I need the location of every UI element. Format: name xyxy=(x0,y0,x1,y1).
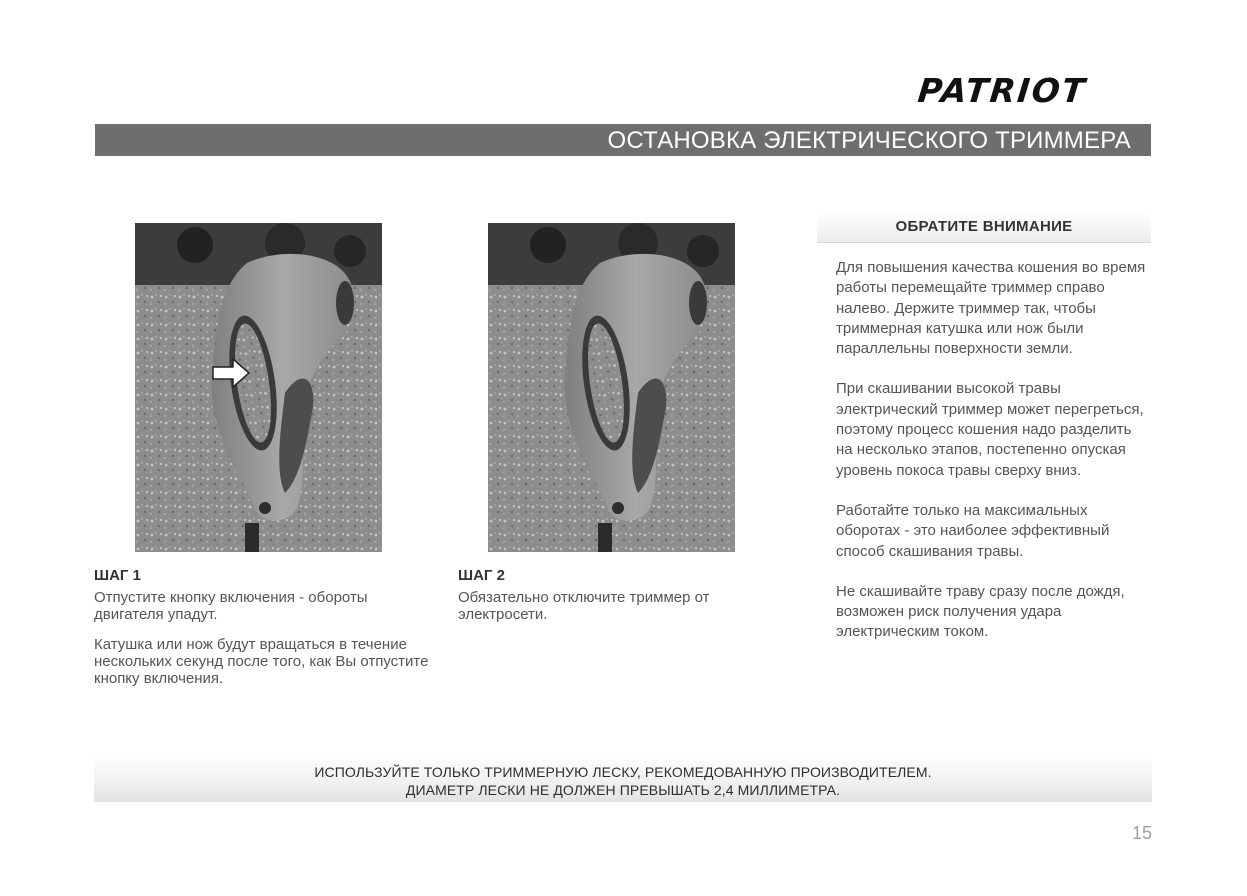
footer-line-1: ИСПОЛЬЗУЙТЕ ТОЛЬКО ТРИММЕРНУЮ ЛЕСКУ, РЕКОМЕДОВАННУЮ ПРОИЗВОДИТЕЛЕМ. xyxy=(314,764,932,780)
page-title: ОСТАНОВКА ЭЛЕКТРИЧЕСКОГО ТРИММЕРА xyxy=(607,127,1131,154)
step-2-heading: ШАГ 2 xyxy=(458,567,505,584)
step-2-text: Обязательно отключите триммер от электросети. xyxy=(458,589,710,623)
brand-logo: PATRIOT xyxy=(916,71,1089,110)
page-number: 15 xyxy=(1131,823,1152,843)
step-1 xyxy=(94,566,434,700)
notice-heading: ОБРАТИТЕ ВНИМАНИЕ xyxy=(817,212,1151,243)
trimmer-handle-image xyxy=(135,223,382,552)
notice-body xyxy=(836,258,1151,663)
step-1-heading: ШАГ 1 xyxy=(94,567,141,584)
notice-paragraph: При скашивании высокой травы электрический триммер может перегреться, поэтому процесс кошения надо разделить на несколько этапов, постепенно опуская уровень покоса травы сверху вниз. xyxy=(836,380,1144,479)
section-title-bar xyxy=(95,124,1151,156)
footer-line-2: ДИАМЕТР ЛЕСКИ НЕ ДОЛЖЕН ПРЕВЫШАТЬ 2,4 МИЛЛИМЕТРА. xyxy=(405,782,841,798)
notice-paragraph: Не скашивайте траву сразу после дождя, возможен риск получения удара электрическим током. xyxy=(836,582,1125,641)
step-1-text: Отпустите кнопку включения - обороты двигателя упадут. xyxy=(94,589,368,623)
footer-warning xyxy=(94,752,1152,802)
step-2 xyxy=(458,566,798,636)
notice-paragraph: Для повышения качества кошения во время работы перемещайте триммер справо налево. Держите триммер так, чтобы триммерная катушка или нож были параллельны поверхности земли. xyxy=(836,259,1146,358)
trimmer-handle-image xyxy=(488,223,735,552)
notice-paragraph: Работайте только на максимальных оборотах - это наиболее эффективный способ скашивания травы. xyxy=(836,501,1110,560)
step-2-photo xyxy=(488,223,735,552)
step-1-photo xyxy=(135,223,382,552)
step-1-note: Катушка или нож будут вращаться в течение нескольких секунд после того, как Вы отпустите кнопку включения. xyxy=(94,636,429,687)
